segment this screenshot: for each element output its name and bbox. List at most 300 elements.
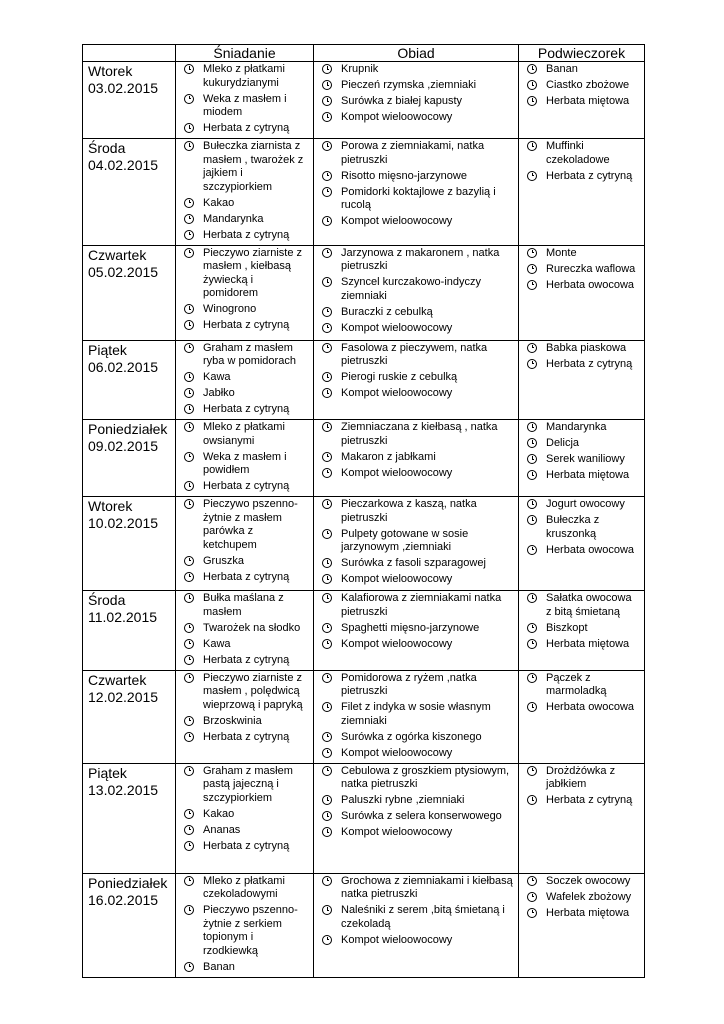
clock-icon (184, 673, 194, 683)
list-item (176, 371, 313, 385)
list-item (314, 342, 518, 369)
menu-item-text: Surówka z fasoli szparagowej (341, 557, 486, 569)
day-label (83, 591, 175, 626)
list-item (176, 672, 313, 713)
menu-item-text: Delicja (546, 437, 580, 449)
day-label (83, 420, 175, 455)
list-item (176, 904, 313, 958)
obiad-list (314, 497, 518, 587)
list-item (314, 765, 518, 792)
menu-item-text: Pączek z marmoladką (546, 671, 607, 697)
list-item (176, 213, 313, 227)
clock-icon (322, 811, 332, 821)
sniadanie-cell (176, 245, 314, 340)
obiad-cell (314, 420, 519, 497)
menu-item-text: Sałatka owocowa z bitą śmietaną (546, 592, 632, 618)
menu-item-text: Bułka maślana z masłem (203, 592, 284, 618)
day-cell (83, 245, 176, 340)
day-name: Wtorek (88, 498, 133, 514)
list-item (176, 824, 313, 838)
clock-icon (322, 141, 332, 151)
list-item (176, 571, 313, 585)
list-item (314, 186, 518, 213)
clock-icon (527, 422, 537, 432)
day-name: Piątek (88, 764, 127, 781)
menu-item-text: Pierogi ruskie z cebulką (341, 371, 458, 383)
list-item (314, 622, 518, 636)
list-item (176, 555, 313, 569)
podwieczorek-list (519, 591, 644, 651)
clock-icon (322, 558, 332, 568)
menu-item-text: Makaron z jabłkami (341, 450, 436, 463)
sniadanie-cell (176, 763, 314, 873)
list-item (519, 453, 644, 467)
list-item (519, 63, 644, 77)
list-item (176, 622, 313, 636)
menu-item-text: Herbata z cytryną (546, 794, 633, 806)
list-item (519, 794, 644, 808)
clock-icon (527, 64, 537, 74)
podwieczorek-list (519, 62, 644, 109)
day-label (83, 874, 175, 909)
clock-icon (322, 623, 332, 633)
podwieczorek-cell (519, 139, 645, 246)
day-name: Czwartek (88, 671, 147, 688)
list-item (314, 371, 518, 385)
menu-item-text: Ziemniaczana z kiełbasą , natka pietruszki (341, 421, 498, 447)
podwieczorek-cell (519, 670, 645, 763)
clock-icon (184, 499, 194, 509)
table-row (83, 670, 645, 763)
list-item (519, 514, 644, 541)
list-item (519, 79, 644, 93)
menu-item-text: Soczek owocowy (546, 874, 631, 887)
list-item (176, 421, 313, 448)
menu-item-text: Herbata z cytryną (203, 319, 290, 331)
list-item (176, 840, 313, 854)
clock-icon (322, 323, 332, 333)
menu-item-text: Kawa (203, 637, 231, 650)
clock-icon (527, 96, 537, 106)
obiad-cell (314, 340, 519, 420)
menu-item-text: Winogrono (203, 303, 257, 315)
clock-icon (184, 248, 194, 258)
table-row (83, 245, 645, 340)
obiad-cell (314, 873, 519, 977)
menu-item-text: Buraczki z cebulką (341, 305, 433, 318)
list-item (314, 215, 518, 229)
list-item (314, 794, 518, 808)
sniadanie-cell (176, 591, 314, 671)
clock-icon (184, 230, 194, 240)
list-item (519, 469, 644, 483)
list-item (519, 592, 644, 619)
podwieczorek-list (519, 246, 644, 293)
day-cell (83, 497, 176, 591)
menu-item-text: Cebulowa z groszkiem ptysiowym, natka pietruszki (341, 764, 510, 790)
clock-icon (322, 422, 332, 432)
clock-icon (527, 639, 537, 649)
menu-item-text: Herbata z cytryną (203, 480, 290, 492)
obiad-cell (314, 497, 519, 591)
clock-icon (322, 593, 332, 603)
clock-icon (527, 470, 537, 480)
clock-icon (184, 809, 194, 819)
menu-item-text: Paluszki rybne ,ziemniaki (341, 794, 465, 806)
list-item (314, 701, 518, 728)
podwieczorek-list (519, 139, 644, 183)
list-item (176, 961, 313, 975)
menu-item-text: Kompot wieloowocowy (341, 637, 453, 650)
menu-item-text: Brzoskwinia (203, 714, 262, 727)
podwieczorek-list (519, 420, 644, 483)
list-item (519, 342, 644, 356)
sniadanie-cell (176, 62, 314, 139)
menu-item-text: Weka z masłem i powidłem (203, 450, 287, 476)
clock-icon (322, 216, 332, 226)
list-item (176, 122, 313, 136)
menu-item-text: Serek waniliowy (546, 453, 625, 465)
list-item (519, 95, 644, 109)
menu-item-text: Pieczywo ziarniste z masłem , polędwicą wieprzową i papryką (203, 671, 303, 711)
clock-icon (322, 876, 332, 886)
clock-icon (527, 438, 537, 448)
list-item (314, 731, 518, 745)
menu-item-text: Kompot wieloowocowy (341, 826, 453, 838)
list-item (176, 654, 313, 668)
obiad-cell (314, 670, 519, 763)
clock-icon (184, 593, 194, 603)
menu-item-text: Kakao (203, 807, 235, 820)
sniadanie-cell (176, 139, 314, 246)
list-item (519, 701, 644, 715)
list-item (314, 95, 518, 109)
podwieczorek-cell (519, 62, 645, 139)
menu-item-text: Biszkopt (546, 621, 588, 634)
list-item (176, 638, 313, 652)
list-item (176, 875, 313, 902)
obiad-list (314, 246, 518, 336)
menu-item-text: Grochowa z ziemniakami i kiełbasą natka pietruszki (341, 874, 513, 900)
clock-icon (184, 94, 194, 104)
menu-item-text: Twarożek na słodko (203, 621, 301, 634)
table-row (83, 420, 645, 497)
podwieczorek-cell (519, 873, 645, 977)
clock-icon (527, 876, 537, 886)
clock-icon (322, 639, 332, 649)
list-item (519, 358, 644, 372)
list-item (176, 715, 313, 729)
sniadanie-list (176, 497, 313, 584)
list-item (176, 342, 313, 369)
header-sniadanie: Śniadanie (176, 45, 314, 62)
podwieczorek-cell (519, 763, 645, 873)
sniadanie-list (176, 874, 313, 975)
podwieczorek-cell (519, 245, 645, 340)
clock-icon (184, 422, 194, 432)
sniadanie-cell (176, 670, 314, 763)
podwieczorek-cell (519, 340, 645, 420)
menu-item-text: Drożdżówka z jabłkiem (546, 764, 616, 790)
table-row (83, 873, 645, 977)
menu-item-text: Surówka z selera konserwowego (341, 810, 502, 822)
clock-icon (322, 171, 332, 181)
clock-icon (184, 639, 194, 649)
menu-item-text: Jarzynowa z makaronem , natka pietruszki (341, 246, 500, 272)
list-item (176, 303, 313, 317)
menu-item-text: Jogurt owocowy (546, 498, 625, 510)
podwieczorek-cell (519, 591, 645, 671)
sniadanie-list (176, 139, 313, 242)
obiad-list (314, 874, 518, 948)
clock-icon (322, 307, 332, 317)
clock-icon (184, 623, 194, 633)
menu-item-text: Surówka z ogórka kiszonego (341, 730, 482, 743)
clock-icon (527, 280, 537, 290)
clock-icon (322, 574, 332, 584)
menu-item-text: Herbata miętowa (546, 469, 630, 481)
day-date: 06.02.2015 (88, 358, 159, 375)
header-day (83, 45, 176, 62)
list-item (176, 319, 313, 333)
menu-item-text: Spaghetti mięsno-jarzynowe (341, 621, 480, 634)
menu-item-text: Kompot wieloowocowy (341, 746, 453, 759)
list-item (519, 498, 644, 512)
list-item (519, 622, 644, 636)
day-label (83, 246, 175, 281)
clock-icon (322, 96, 332, 106)
clock-icon (322, 64, 332, 74)
clock-icon (184, 64, 194, 74)
day-label (83, 764, 175, 799)
clock-icon (322, 248, 332, 258)
menu-item-text: Pomidorki koktajlowe z bazylią i rucolą (341, 185, 496, 211)
menu-item-text: Graham z masłem pastą jajeczną i szczypiorkiem (203, 764, 293, 804)
menu-item-text: Banan (546, 63, 578, 75)
clock-icon (184, 123, 194, 133)
list-item (519, 672, 644, 699)
list-item (314, 140, 518, 167)
obiad-cell (314, 139, 519, 246)
list-item (314, 421, 518, 448)
clock-icon (184, 572, 194, 582)
menu-item-text: Pieczarkowa z kaszą, natka pietruszki (341, 498, 477, 524)
menu-item-text: Herbata z cytryną (203, 570, 290, 583)
day-date: 04.02.2015 (88, 157, 159, 173)
menu-item-text: Kompot wieloowocowy (341, 573, 453, 585)
clock-icon (184, 320, 194, 330)
list-item (176, 480, 313, 494)
clock-icon (527, 359, 537, 369)
clock-icon (322, 277, 332, 287)
list-item (314, 467, 518, 481)
menu-item-text: Herbata z cytryną (203, 730, 290, 743)
day-label (83, 341, 175, 376)
table-row (83, 62, 645, 139)
list-item (314, 247, 518, 274)
list-item (519, 247, 644, 261)
menu-item-text: Herbata owocowa (546, 543, 635, 556)
clock-icon (322, 748, 332, 758)
obiad-cell (314, 245, 519, 340)
day-label (83, 62, 175, 97)
table-row (83, 763, 645, 873)
clock-icon (322, 702, 332, 712)
clock-icon (322, 795, 332, 805)
sniadanie-cell (176, 420, 314, 497)
sniadanie-list (176, 764, 313, 854)
day-cell (83, 62, 176, 139)
clock-icon (184, 732, 194, 742)
list-item (519, 765, 644, 792)
clock-icon (527, 343, 537, 353)
clock-icon (527, 454, 537, 464)
day-date: 12.02.2015 (88, 688, 159, 705)
menu-item-text: Herbata owocowa (546, 278, 635, 291)
menu-item-text: Herbata z cytryną (203, 839, 290, 852)
podwieczorek-list (519, 341, 644, 372)
list-item (314, 747, 518, 761)
menu-item-text: Pieczywo pszenno-żytnie z masłem parówka z ketchupem (203, 498, 298, 551)
clock-icon (527, 171, 537, 181)
clock-icon (184, 198, 194, 208)
clock-icon (527, 908, 537, 918)
clock-icon (527, 702, 537, 712)
podwieczorek-list (519, 874, 644, 921)
menu-item-text: Herbata miętowa (546, 906, 630, 919)
menu-item-text: Pomidorowa z ryżem ,natka pietruszki (341, 671, 477, 697)
day-date: 10.02.2015 (88, 515, 159, 531)
clock-icon (184, 825, 194, 835)
menu-item-text: Kompot wieloowocowy (341, 215, 453, 227)
menu-item-text: Pieczywo pszenno-żytnie z serkiem topionym i rzodkiewką (203, 904, 298, 957)
obiad-list (314, 420, 518, 480)
list-item (519, 421, 644, 435)
clock-icon (527, 623, 537, 633)
table-row (83, 591, 645, 671)
clock-icon (322, 673, 332, 683)
day-name: Czwartek (88, 246, 147, 263)
clock-icon (527, 593, 537, 603)
list-item (314, 826, 518, 840)
day-name: Środa (88, 592, 126, 608)
sniadanie-list (176, 671, 313, 745)
menu-item-text: Porowa z ziemniakami, natka pietruszki (341, 140, 485, 166)
podwieczorek-cell (519, 420, 645, 497)
list-item (176, 808, 313, 822)
list-item (314, 170, 518, 184)
table-row (83, 497, 645, 591)
menu-item-text: Ananas (203, 823, 241, 836)
day-date: 16.02.2015 (88, 891, 159, 908)
obiad-list (314, 671, 518, 761)
list-item (314, 638, 518, 652)
sniadanie-cell (176, 873, 314, 977)
clock-icon (184, 556, 194, 566)
menu-item-text: Kompot wieloowocowy (341, 111, 453, 123)
sniadanie-cell (176, 497, 314, 591)
day-cell (83, 340, 176, 420)
sniadanie-list (176, 591, 313, 667)
list-item (176, 592, 313, 619)
list-item (176, 93, 313, 120)
clock-icon (322, 468, 332, 478)
clock-icon (184, 372, 194, 382)
day-name: Poniedziałek (88, 421, 168, 437)
list-item (176, 387, 313, 401)
day-cell (83, 763, 176, 873)
list-item (176, 140, 313, 194)
menu-item-text: Herbata z cytryną (546, 357, 633, 370)
menu-item-text: Herbata z cytryną (203, 228, 290, 241)
obiad-cell (314, 763, 519, 873)
clock-icon (184, 481, 194, 491)
sniadanie-cell (176, 340, 314, 420)
obiad-list (314, 764, 518, 840)
list-item (314, 592, 518, 619)
clock-icon (527, 141, 537, 151)
clock-icon (322, 388, 332, 398)
day-name: Piątek (88, 341, 127, 358)
day-date: 03.02.2015 (88, 80, 159, 96)
clock-icon (322, 905, 332, 915)
list-item (314, 79, 518, 93)
list-item (519, 437, 644, 451)
menu-item-text: Pieczeń rzymska ,ziemniaki (341, 79, 477, 91)
clock-icon (184, 766, 194, 776)
list-item (176, 229, 313, 243)
podwieczorek-cell (519, 497, 645, 591)
list-item (176, 451, 313, 478)
sniadanie-list (176, 62, 313, 136)
list-item (314, 306, 518, 320)
day-cell (83, 670, 176, 763)
menu-item-text: Mandarynka (203, 212, 264, 225)
clock-icon (527, 892, 537, 902)
day-date: 09.02.2015 (88, 438, 159, 454)
list-item (519, 544, 644, 558)
list-item (314, 528, 518, 555)
clock-icon (184, 304, 194, 314)
clock-icon (322, 187, 332, 197)
clock-icon (527, 499, 537, 509)
menu-item-text: Kompot wieloowocowy (341, 933, 453, 946)
clock-icon (184, 876, 194, 886)
menu-item-text: Mleko z płatkami owsianymi (203, 421, 285, 447)
list-item (314, 498, 518, 525)
list-item (314, 934, 518, 948)
clock-icon (527, 545, 537, 555)
menu-item-text: Pieczywo ziarniste z masłem , kiełbasą żywiecką i pomidorem (203, 246, 303, 299)
header-row (83, 45, 645, 62)
menu-item-text: Mleko z płatkami kukurydzianymi (203, 63, 285, 89)
clock-icon (322, 452, 332, 462)
menu-item-text: Bułeczka ziarnista z masłem , twarożek z jajkiem i szczypiorkiem (203, 140, 304, 193)
day-name: Wtorek (88, 63, 133, 79)
clock-icon (184, 404, 194, 414)
menu-item-text: Herbata miętowa (546, 95, 630, 107)
header-obiad: Obiad (314, 45, 519, 62)
menu-table (82, 44, 645, 978)
list-item (519, 638, 644, 652)
menu-item-text: Graham z masłem ryba w pomidorach (203, 341, 296, 367)
obiad-list (314, 62, 518, 125)
clock-icon (184, 452, 194, 462)
list-item (314, 557, 518, 571)
menu-item-text: Szyncel kurczakowo-indyczy ziemniaki (341, 276, 481, 302)
menu-item-text: Risotto mięsno-jarzynowe (341, 169, 467, 182)
clock-icon (322, 343, 332, 353)
